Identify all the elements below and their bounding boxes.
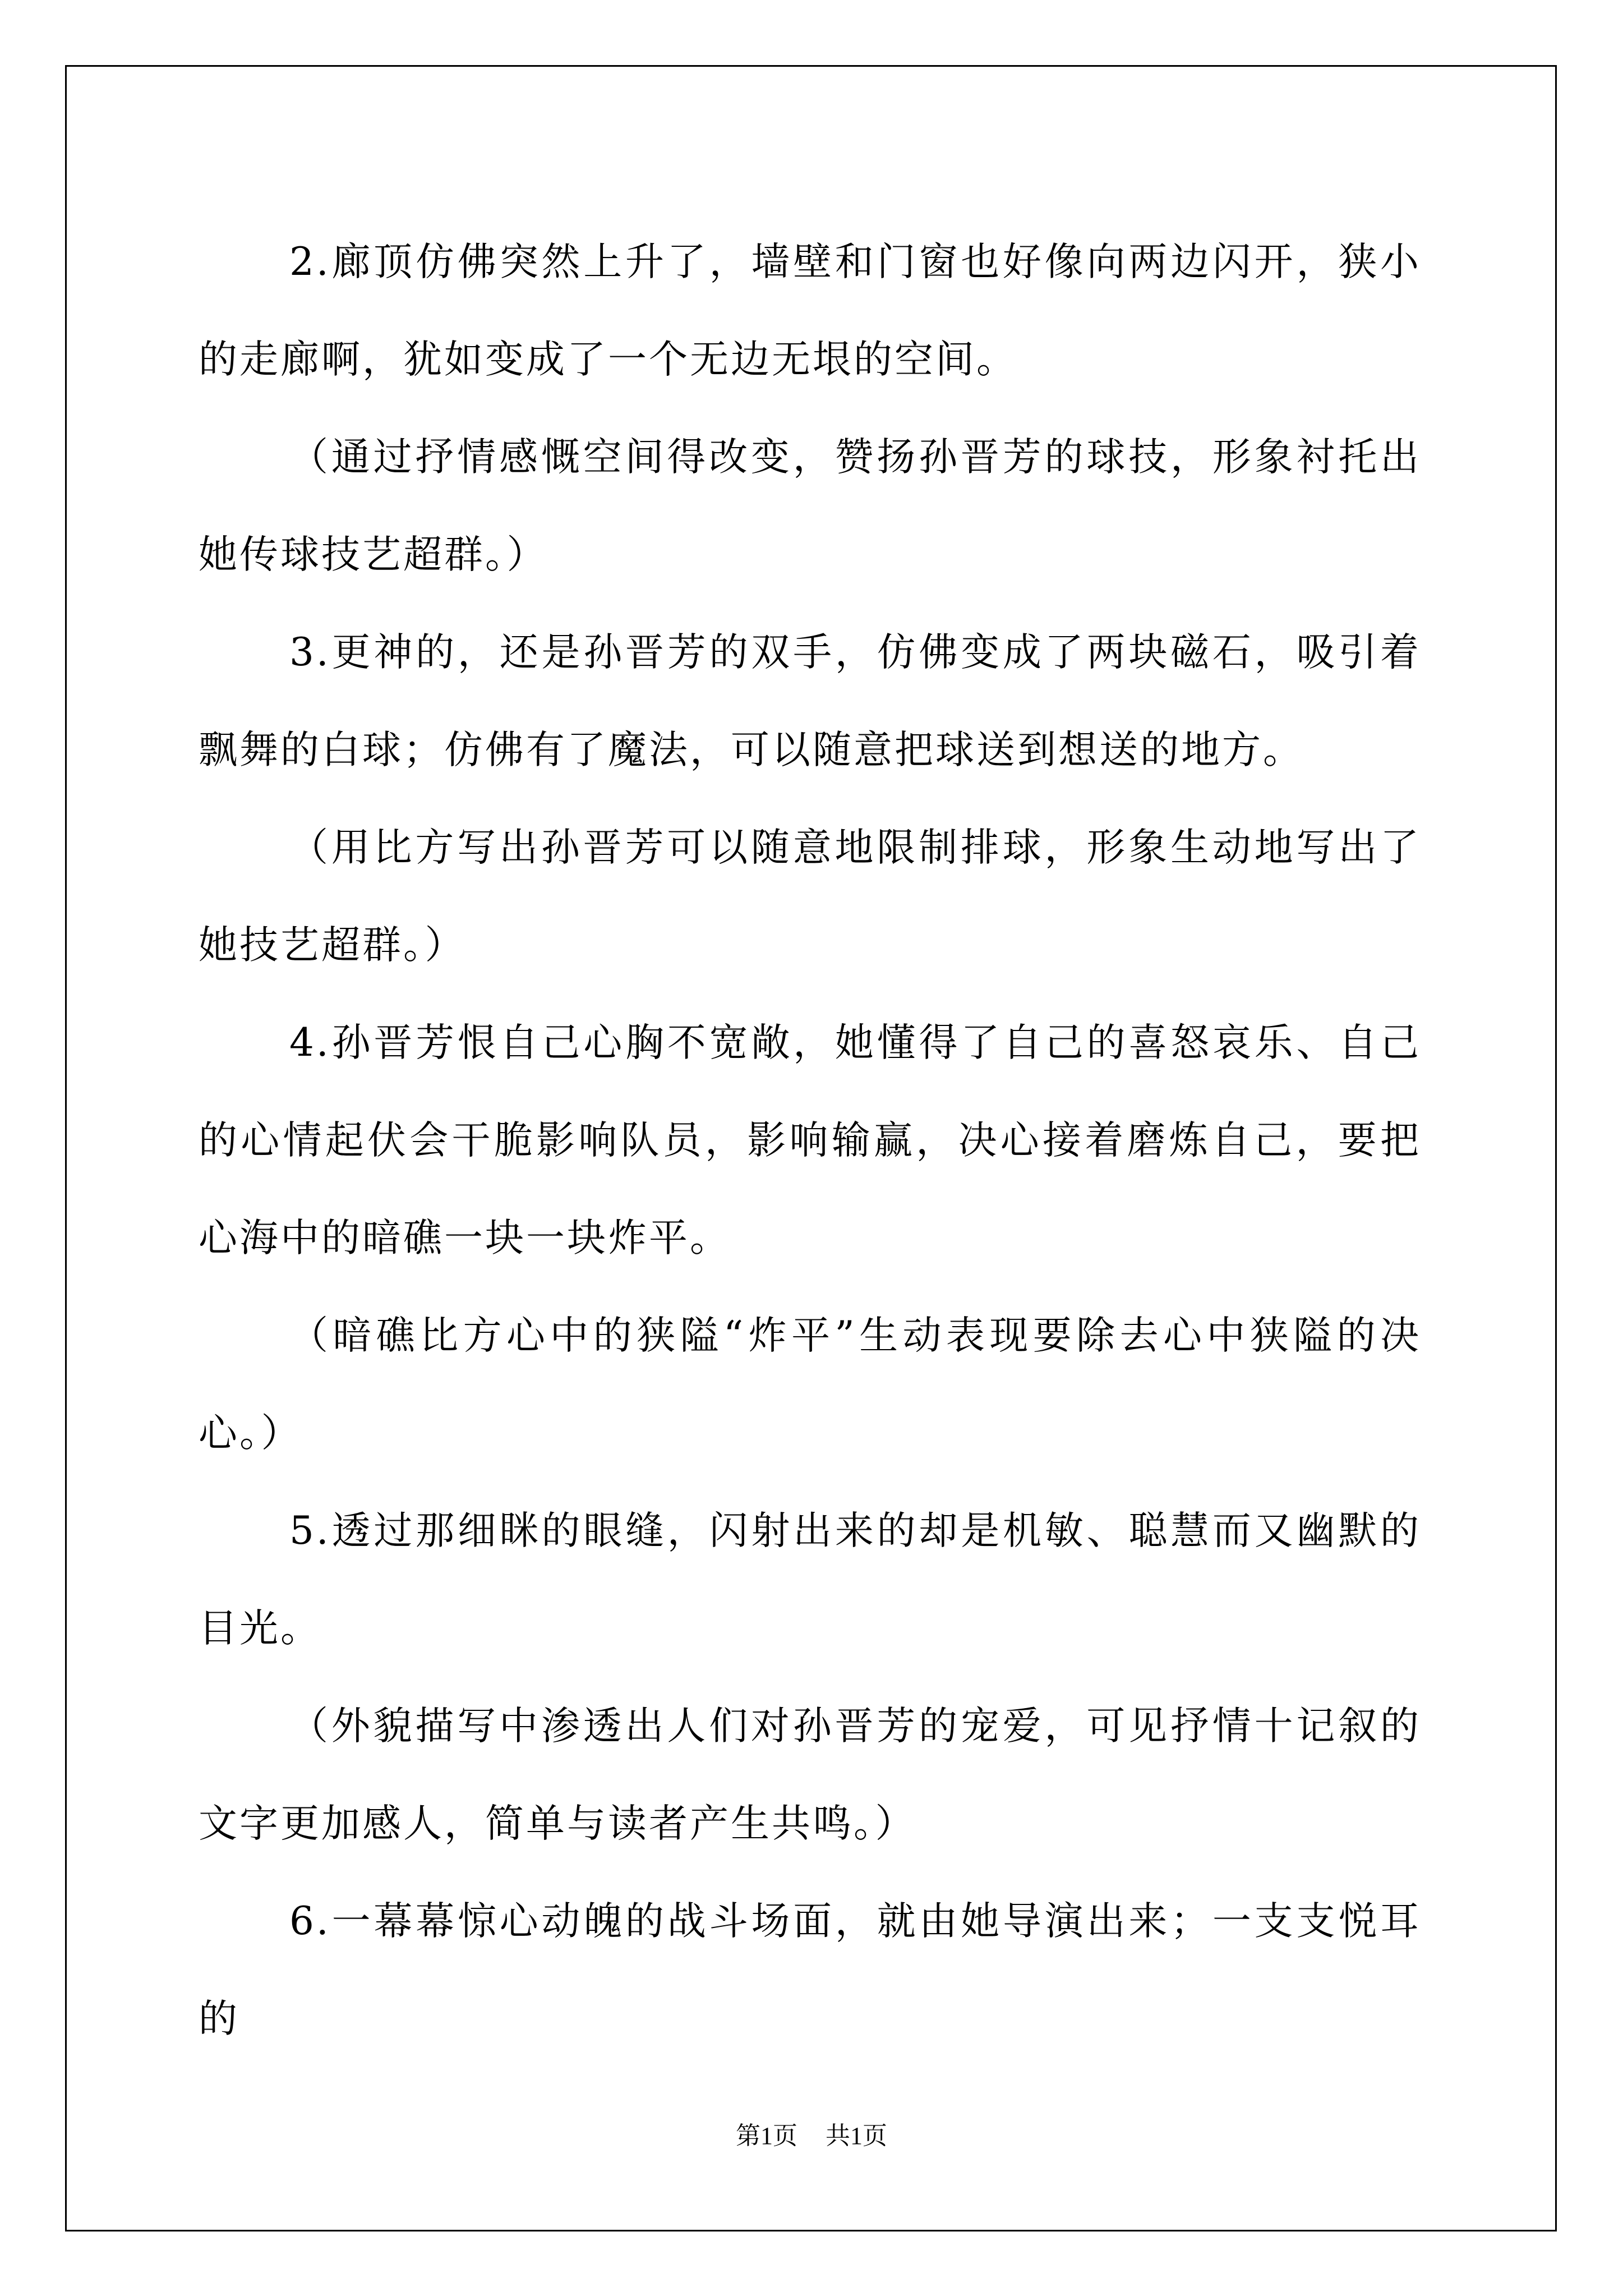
paragraph: 3.更神的，还是孙晋芳的双手，仿佛变成了两块磁石，吸引着飘舞的白球；仿佛有了魔法，可以随意把球送到想送的地方。 — [199, 630, 1421, 772]
page-footer — [0, 2119, 1623, 2153]
paragraph: 4.孙晋芳恨自己心胸不宽敞，她懂得了自己的喜怒哀乐、自己的心情起伏会干脆影响队员，影响输赢，决心接着磨炼自己，要把心海中的暗礁一块一块炸平。 — [199, 1020, 1421, 1260]
paragraph: （暗礁比方心中的狭隘“炸平”生动表现要除去心中狭隘的决心。） — [199, 1313, 1421, 1456]
document-body — [199, 213, 1421, 2068]
paragraph: 5.透过那细眯的眼缝，闪射出来的却是机敏、聪慧而又幽默的目光。 — [199, 1508, 1421, 1651]
paragraph: （用比方写出孙晋芳可以随意地限制排球，形象生动地写出了她技艺超群。） — [199, 825, 1421, 968]
page-number: 第1页 — [736, 2122, 797, 2150]
paragraph: （外貌描写中渗透出人们对孙晋芳的宠爱，可见抒情十记叙的文字更加感人，简单与读者产生共鸣。） — [199, 1704, 1421, 1846]
paragraph: 2.廊顶仿佛突然上升了，墙壁和门窗也好像向两边闪开，狭小的走廊啊，犹如变成了一个无边无垠的空间。 — [199, 240, 1421, 382]
paragraph: （通过抒情感慨空间得改变，赞扬孙晋芳的球技，形象衬托出她传球技艺超群。） — [199, 435, 1421, 577]
page-total: 共1页 — [826, 2122, 887, 2150]
paragraph: 6.一幕幕惊心动魄的战斗场面，就由她导演出来；一支支悦耳的 — [199, 1899, 1421, 2041]
